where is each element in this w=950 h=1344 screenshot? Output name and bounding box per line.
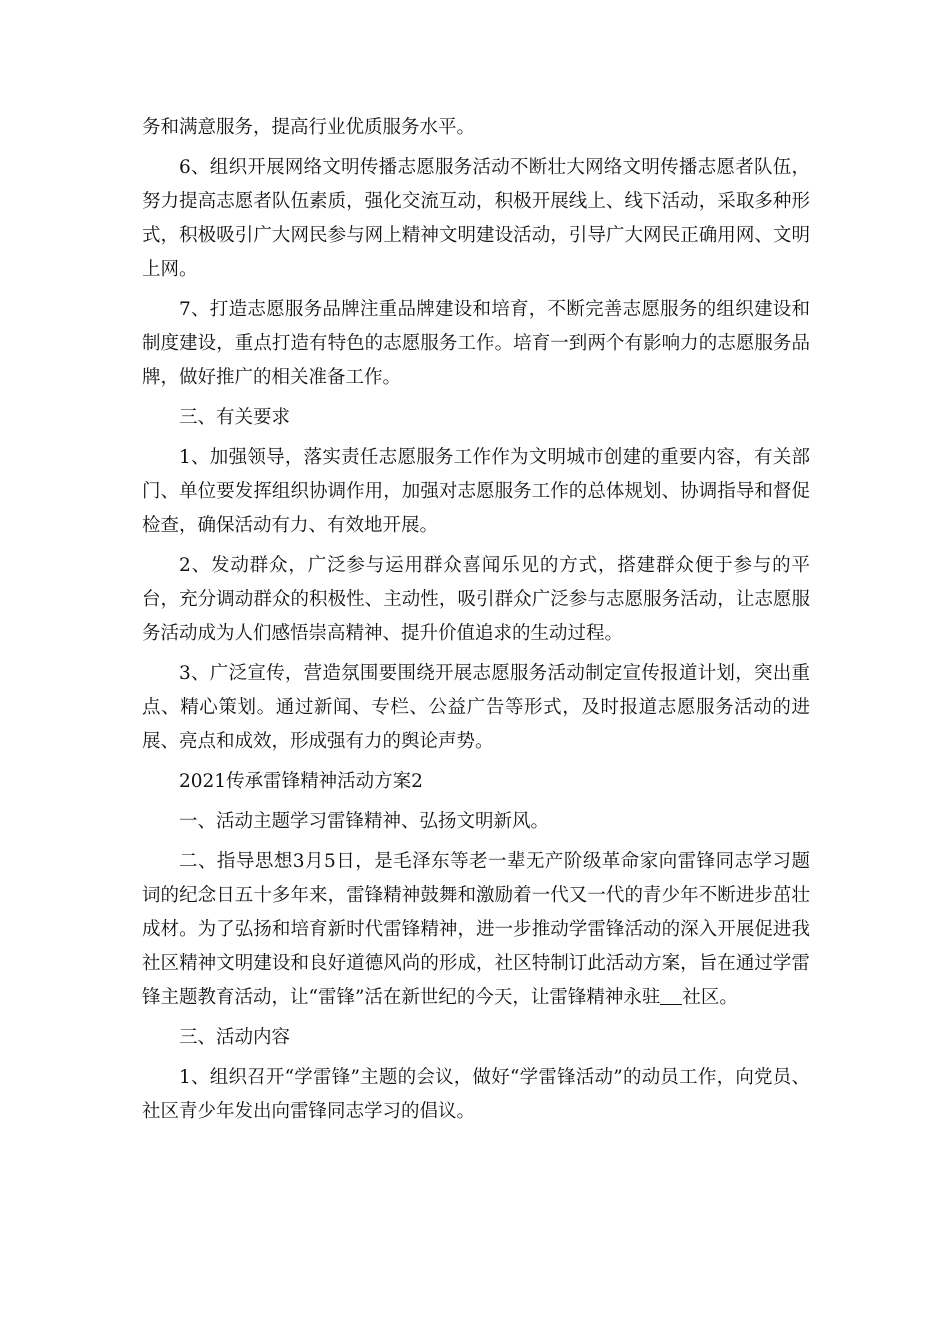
paragraph-requirement-2: 2、发动群众，广泛参与运用群众喜闻乐见的方式，搭建群众便于参与的平台，充分调动群众的积极性、主动性，吸引群众广泛参与志愿服务活动，让志愿服务活动成为人们感悟崇高精神、提升价值追求的生动过程。	[142, 555, 810, 644]
section-heading-requirements: 三、有关要求	[179, 407, 291, 428]
document-body	[142, 111, 810, 1135]
paragraph-item-6: 6、组织开展网络文明传播志愿服务活动不断壮大网络文明传播志愿者队伍，努力提高志愿者队伍素质，强化交流互动，积极开展线上、线下活动，采取多种形式，积极吸引广大网民参与网上精神文明建设活动，引导广大网民正确用网、文明上网。	[142, 157, 810, 280]
section-theme: 一、活动主题学习雷锋精神、弘扬文明新风。	[179, 811, 550, 832]
blank-underline	[660, 986, 682, 1006]
section-guiding-thought	[142, 845, 810, 1015]
guiding-thought-text: 二、指导思想3月5日，是毛泽东等老一辈无产阶级革命家向雷锋同志学习题词的纪念日五十多年来，雷锋精神鼓舞和激励着一代又一代的青少年不断进步茁壮成材。为了弘扬和培育新时代雷锋精神，进一步推动学雷锋活动的深入开展促进我社区精神文明建设和良好道德风尚的形成，社区特制订此活动方案，旨在通过学雷锋主题教育活动，让“雷锋”活在新世纪的今天，让雷锋精神永驻	[142, 851, 810, 1008]
paragraph-content-1: 1、组织召开“学雷锋”主题的会议，做好“学雷锋活动”的动员工作，向党员、社区青少年发出向雷锋同志学习的倡议。	[142, 1067, 810, 1122]
guiding-thought-tail: 社区。	[682, 987, 738, 1008]
paragraph-item-7: 7、打造志愿服务品牌注重品牌建设和培育，不断完善志愿服务的组织建设和制度建设，重点打造有特色的志愿服务工作。培育一到两个有影响力的志愿服务品牌，做好推广的相关准备工作。	[142, 299, 810, 388]
section-heading-content: 三、活动内容	[179, 1027, 291, 1048]
paragraph-requirement-3: 3、广泛宣传，营造氛围要围绕开展志愿服务活动制定宣传报道计划，突出重点、精心策划。通过新闻、专栏、公益广告等形式，及时报道志愿服务活动的进展、亮点和成效，形成强有力的舆论声势。	[142, 663, 810, 752]
paragraph-requirement-1: 1、加强领导，落实责任志愿服务工作作为文明城市创建的重要内容，有关部门、单位要发挥组织协调作用，加强对志愿服务工作的总体规划、协调指导和督促检查，确保活动有力、有效地开展。	[142, 447, 810, 536]
plan-title: 2021传承雷锋精神活动方案2	[179, 771, 423, 792]
paragraph-continuation: 务和满意服务，提高行业优质服务水平。	[142, 117, 476, 138]
